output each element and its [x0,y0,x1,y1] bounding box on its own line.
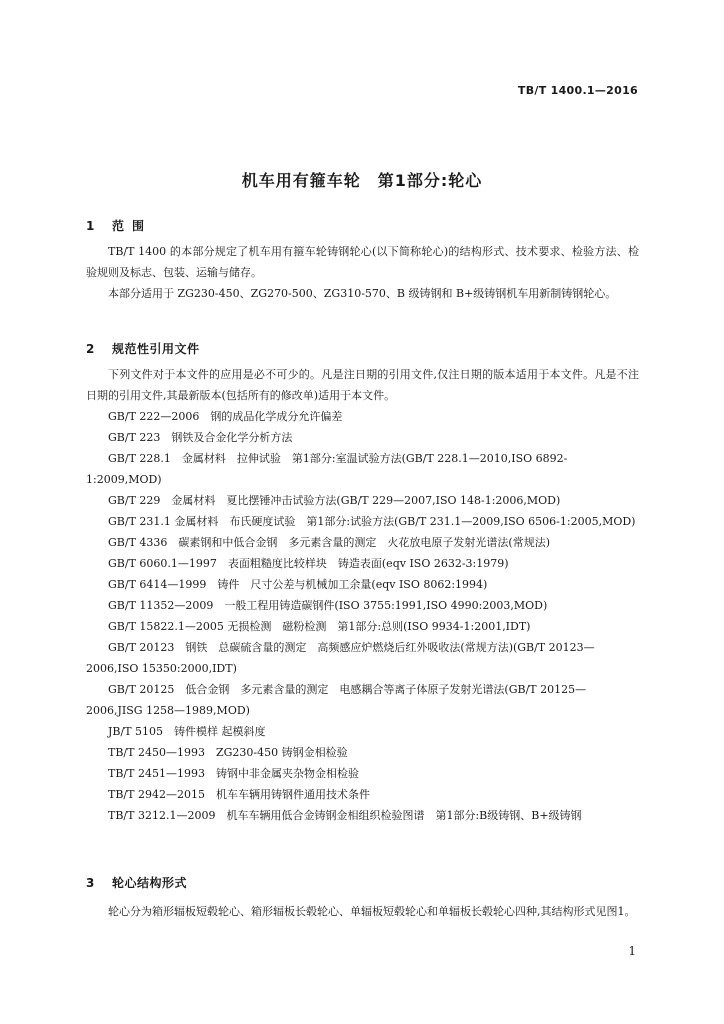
section-3-body [86,901,639,922]
section-number: 1 [86,219,95,233]
document-number-header: TB/T 1400.1—2016 [517,84,638,97]
reference-item: GB/T 20125 低合金钢 多元素含量的测定 电感耦合等离子体原子发射光谱法(GB/T 20125—2006,JISG 1258—1989,MOD) [86,683,587,717]
reference-item: GB/T 228.1 金属材料 拉伸试验 第1部分:室温试验方法(GB/T 228.1—2010,ISO 6892-1:2009,MOD) [86,452,568,486]
normative-intro: 下列文件对于本文件的应用是必不可少的。凡是注日期的引用文件,仅注日期的版本适用于本文件。凡是不注日期的引用文件,其最新版本(包括所有的修改单)适用于本文件。 [86,368,639,402]
reference-item: GB/T 222—2006 钢的成品化学成分允许偏差 [108,410,343,423]
reference-item: JB/T 5105 铸件模样 起模斜度 [108,725,266,738]
reference-item: TB/T 2451—1993 铸钢中非金属夹杂物金相检验 [108,767,359,780]
scope-paragraph-2: 本部分适用于 ZG230-450、ZG270-500、ZG310-570、B 级铸钢和 B+级铸钢机车用新制铸钢轮心。 [108,287,617,300]
section-title: 范围 [112,219,153,233]
document-title: 机车用有箍车轮 第1部分:轮心 [241,171,483,190]
section-title: 规范性引用文件 [112,342,200,356]
reference-list [86,406,639,826]
reference-item: GB/T 20123 钢铁 总碳硫含量的测定 高频感应炉燃烧后红外吸收法(常规方法)(GB/T 20123—2006,ISO 15350:2000,IDT) [86,641,595,675]
section-number: 3 [86,876,95,890]
section-2-heading [86,340,200,357]
reference-item: GB/T 11352—2009 一般工程用铸造碳钢件(ISO 3755:1991,ISO 4990:2003,MOD) [108,599,548,612]
reference-item: TB/T 3212.1—2009 机车车辆用低合金铸钢金相组织检验图谱 第1部分:B级铸钢、B+级铸钢 [108,809,582,822]
structure-paragraph: 轮心分为箱形辐板短毂轮心、箱形辐板长毂轮心、单辐板短毂轮心和单辐板长毂轮心四种,其结构形式见图1。 [108,905,636,918]
reference-item: TB/T 2942—2015 机车车辆用铸钢件通用技术条件 [108,788,370,801]
section-1-body [86,241,639,304]
section-2-body [86,364,639,826]
reference-item: GB/T 4336 碳素钢和中低合金钢 多元素含量的测定 火花放电原子发射光谱法(常规法) [108,536,550,549]
scope-paragraph-1: TB/T 1400 的本部分规定了机车用有箍车轮铸钢轮心(以下简称轮心)的结构形式、技术要求、检验方法、检验规则及标志、包装、运输与储存。 [86,245,639,279]
reference-item: GB/T 6060.1—1997 表面粗糙度比较样块 铸造表面(eqv ISO 2632-3:1979) [108,557,509,570]
section-1-heading [86,217,152,234]
reference-item: GB/T 229 金属材料 夏比摆锤冲击试验方法(GB/T 229—2007,ISO 148-1:2006,MOD) [108,494,561,507]
reference-item: GB/T 231.1 金属材料 布氏硬度试验 第1部分:试验方法(GB/T 231.1—2009,ISO 6506-1:2005,MOD) [108,515,636,528]
reference-item: TB/T 2450—1993 ZG230-450 铸钢金相检验 [108,746,348,759]
reference-item: GB/T 6414—1999 铸件 尺寸公差与机械加工余量(eqv ISO 8062:1994) [108,578,488,591]
page-number: 1 [628,944,636,958]
reference-item: GB/T 223 钢铁及合金化学分析方法 [108,431,293,444]
section-3-heading [86,874,187,891]
section-title: 轮心结构形式 [112,876,188,890]
section-number: 2 [86,342,95,356]
reference-item: GB/T 15822.1—2005 无损检测 磁粉检测 第1部分:总则(ISO 9934-1:2001,IDT) [108,620,531,633]
